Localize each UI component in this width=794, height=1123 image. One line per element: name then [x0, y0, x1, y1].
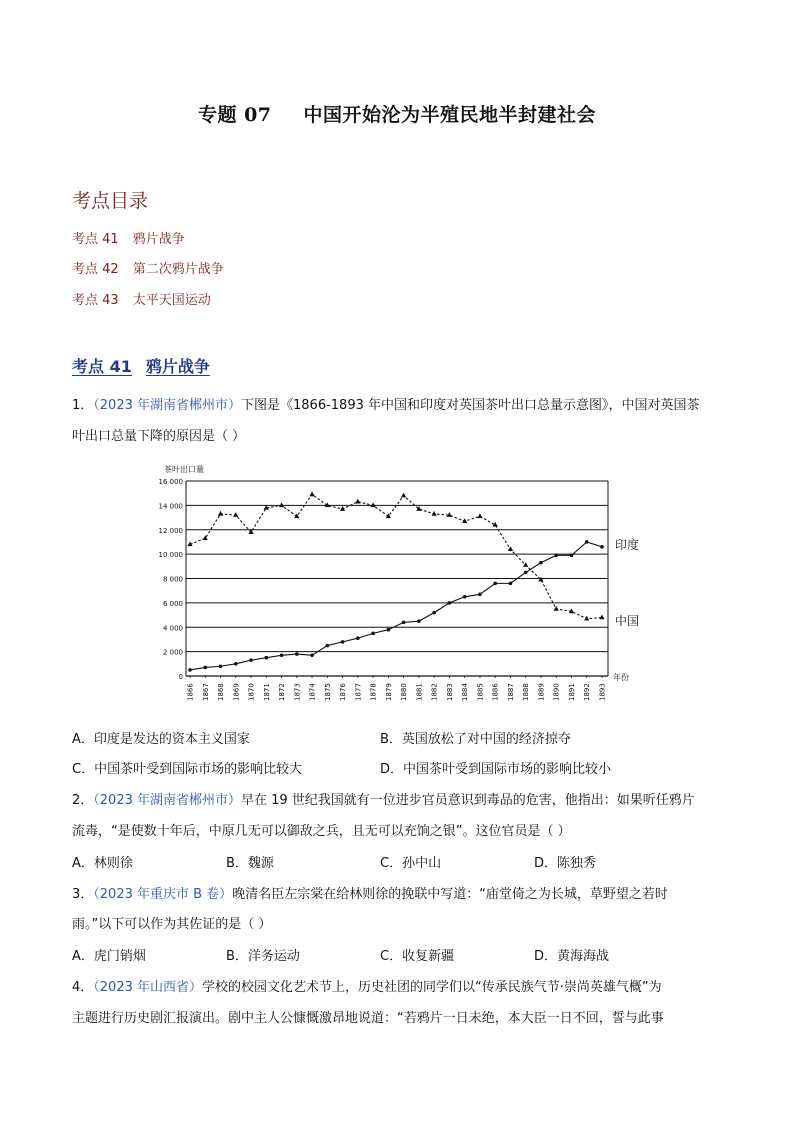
data-point — [371, 632, 375, 636]
x-tick-label: 1875 — [323, 683, 332, 701]
question-number: 4． — [72, 980, 94, 995]
x-tick-label: 1885 — [476, 683, 485, 701]
question-3-line-1 — [72, 883, 668, 902]
data-point — [477, 513, 482, 518]
question-2-option-c[interactable]: C．孙中山 — [380, 856, 442, 871]
question-number: 2． — [72, 793, 94, 808]
x-tick-label: 1880 — [400, 683, 409, 701]
toc-item-42[interactable] — [72, 258, 224, 277]
section-label: 考点 41 — [72, 357, 132, 376]
y-tick-label: 10 000 — [158, 551, 183, 560]
question-3-option-a[interactable]: A．虎门销烟 — [72, 949, 146, 964]
x-tick-label: 1891 — [567, 683, 576, 701]
section-heading — [72, 354, 210, 377]
data-point — [355, 499, 360, 504]
tea-export-chart — [150, 458, 650, 701]
data-point — [371, 502, 376, 507]
y-tick-label: 2 000 — [162, 648, 183, 657]
data-point — [584, 616, 589, 621]
data-point — [462, 518, 467, 523]
question-number: 1． — [72, 398, 94, 413]
data-point — [310, 653, 314, 657]
x-tick-label: 1890 — [552, 683, 561, 701]
question-source: （2023 年重庆市 B 卷） — [93, 887, 233, 902]
y-tick-label: 16 000 — [158, 478, 183, 486]
data-point — [309, 491, 314, 496]
data-point — [508, 546, 513, 551]
data-point — [600, 545, 604, 549]
question-text: 晚清名臣左宗棠在给林则徐的挽联中写道：“庙堂倚之为长城，草野望之若时 — [232, 887, 668, 902]
question-1-line-2: 叶出口总量下降的原因是（ ） — [72, 429, 246, 444]
toc-item-label: 考点 42 — [72, 262, 119, 277]
question-3-line-2: 雨。”以下可以作为其佐证的是（ ） — [72, 917, 272, 932]
y-tick-label: 6 000 — [162, 599, 183, 608]
x-tick-label: 1883 — [445, 683, 454, 701]
data-point — [539, 561, 543, 565]
data-point — [387, 628, 391, 632]
data-point — [356, 636, 360, 640]
page-title — [0, 100, 794, 127]
data-point — [218, 511, 223, 516]
chart-grid — [186, 481, 608, 676]
data-point — [188, 668, 192, 672]
data-point — [478, 593, 482, 597]
title-text: 中国开始沦为半殖民地半封建社会 — [303, 104, 597, 126]
data-point — [463, 595, 467, 599]
x-tick-label: 1871 — [262, 683, 271, 701]
question-number: 3． — [72, 887, 94, 902]
x-tick-label: 1873 — [293, 683, 302, 701]
data-point — [203, 666, 207, 670]
x-tick-label: 1889 — [537, 683, 546, 701]
question-text: 学校的校园文化艺术节上，历史社团的同学们以“传承民族气节·崇尚英雄气概”为 — [202, 980, 662, 995]
data-point — [432, 511, 437, 516]
x-tick-label: 1868 — [217, 683, 226, 701]
toc-heading: 考点目录 — [72, 190, 149, 212]
data-point — [509, 582, 513, 586]
data-point — [234, 662, 238, 666]
question-text: 下图是《1866-1893 年中国和印度对英国茶叶出口总量示意图》，中国对英国茶 — [241, 398, 700, 413]
data-point — [493, 582, 497, 586]
data-point — [219, 664, 223, 668]
toc-item-text: 太平天国运动 — [132, 293, 211, 308]
chart-x-ticks — [187, 676, 607, 701]
data-point — [554, 606, 559, 611]
question-2-line-1 — [72, 789, 695, 808]
x-tick-label: 1869 — [232, 683, 241, 701]
series-line-中国 — [190, 494, 602, 618]
question-text: 早在 19 世纪我国就有一位进步官员意识到毒品的危害，他指出：如果听任鸦片 — [241, 793, 695, 808]
x-tick-label: 1879 — [384, 683, 393, 701]
question-2-option-a[interactable]: A．林则徐 — [72, 856, 133, 871]
question-4-line-1 — [72, 976, 662, 995]
x-tick-label: 1893 — [598, 683, 607, 701]
x-tick-label: 1867 — [201, 683, 210, 701]
x-tick-label: 1881 — [415, 683, 424, 701]
question-3-option-d[interactable]: D．黄海海战 — [534, 949, 610, 964]
section-text: 鸦片战争 — [145, 357, 210, 376]
data-point — [448, 601, 452, 605]
x-tick-label: 1882 — [430, 683, 439, 701]
toc-item-text: 鸦片战争 — [132, 232, 185, 247]
toc-item-41[interactable] — [72, 228, 185, 247]
chart-y-ticks — [159, 478, 184, 681]
data-point — [401, 493, 406, 498]
data-point — [599, 615, 604, 620]
x-tick-label: 1870 — [247, 683, 256, 701]
chart-series — [187, 491, 604, 671]
question-2-line-2: 流毒，“是使数十年后，中原几无可以御敌之兵，且无可以充饷之银”。这位官员是（ ） — [72, 824, 571, 839]
data-point — [570, 554, 574, 558]
question-1-option-c[interactable]: C．中国茶叶受到国际市场的影响比较大 — [72, 762, 303, 777]
x-tick-label: 1892 — [583, 683, 592, 701]
x-tick-label: 1878 — [369, 683, 378, 701]
question-2-option-b[interactable]: B．魏源 — [226, 856, 274, 871]
question-source: （2023 年湖南省郴州市） — [93, 793, 241, 808]
chart-y-axis-label: 茶叶出口量 — [164, 465, 204, 474]
data-point — [417, 619, 421, 623]
data-point — [341, 640, 345, 644]
x-tick-label: 1872 — [278, 683, 287, 701]
question-1-line-1 — [72, 394, 700, 413]
title-number: 专题 07 — [197, 104, 272, 126]
x-tick-label: 1877 — [354, 683, 363, 701]
toc-item-text: 第二次鸦片战争 — [132, 262, 224, 277]
x-tick-label: 1887 — [506, 683, 515, 701]
question-4-line-2: 主题进行历史剧汇报演出。剧中主人公慷慨激昂地说道：“若鸦片一日未绝，本大臣一日不回，誓与此事 — [72, 1011, 664, 1026]
chart-line-label-china: 中国 — [615, 614, 640, 628]
data-point — [554, 554, 558, 558]
data-point — [432, 611, 436, 615]
question-source: （2023 年湖南省郴州市） — [93, 398, 241, 413]
data-point — [280, 653, 284, 657]
y-tick-label: 4 000 — [162, 624, 183, 633]
chart-line-label-india: 印度 — [615, 538, 640, 552]
x-tick-label: 1874 — [308, 683, 317, 701]
chart-x-axis-label: 年份 — [613, 673, 629, 682]
toc-item-label: 考点 43 — [72, 293, 119, 308]
data-point — [249, 658, 253, 662]
x-tick-label: 1886 — [491, 683, 500, 701]
data-point — [279, 502, 284, 507]
question-1-option-b[interactable]: B．英国放松了对中国的经济掠夺 — [380, 732, 571, 747]
x-tick-label: 1866 — [186, 683, 195, 701]
data-point — [264, 656, 268, 660]
question-3-option-c[interactable]: C．收复新疆 — [380, 949, 455, 964]
data-point — [585, 540, 589, 544]
y-tick-label: 0 — [178, 673, 183, 681]
question-1-option-d[interactable]: D．中国茶叶受到国际市场的影响比较小 — [380, 762, 612, 777]
question-3-option-b[interactable]: B．洋务运动 — [226, 949, 300, 964]
question-2-option-d[interactable]: D．陈独秀 — [534, 856, 597, 871]
data-point — [402, 621, 406, 625]
question-source: （2023 年山西省） — [93, 980, 202, 995]
data-point — [325, 502, 330, 507]
data-point — [326, 644, 330, 648]
data-point — [295, 652, 299, 656]
toc-item-label: 考点 41 — [72, 232, 119, 247]
x-tick-label: 1888 — [522, 683, 531, 701]
data-point — [524, 571, 528, 575]
y-tick-label: 14 000 — [158, 502, 183, 511]
x-tick-label: 1876 — [339, 683, 348, 701]
question-1-option-a[interactable]: A．印度是发达的资本主义国家 — [72, 732, 250, 747]
toc-item-43[interactable] — [72, 289, 211, 308]
x-tick-label: 1884 — [461, 683, 470, 701]
y-tick-label: 12 000 — [158, 526, 183, 535]
y-tick-label: 8 000 — [162, 575, 183, 584]
